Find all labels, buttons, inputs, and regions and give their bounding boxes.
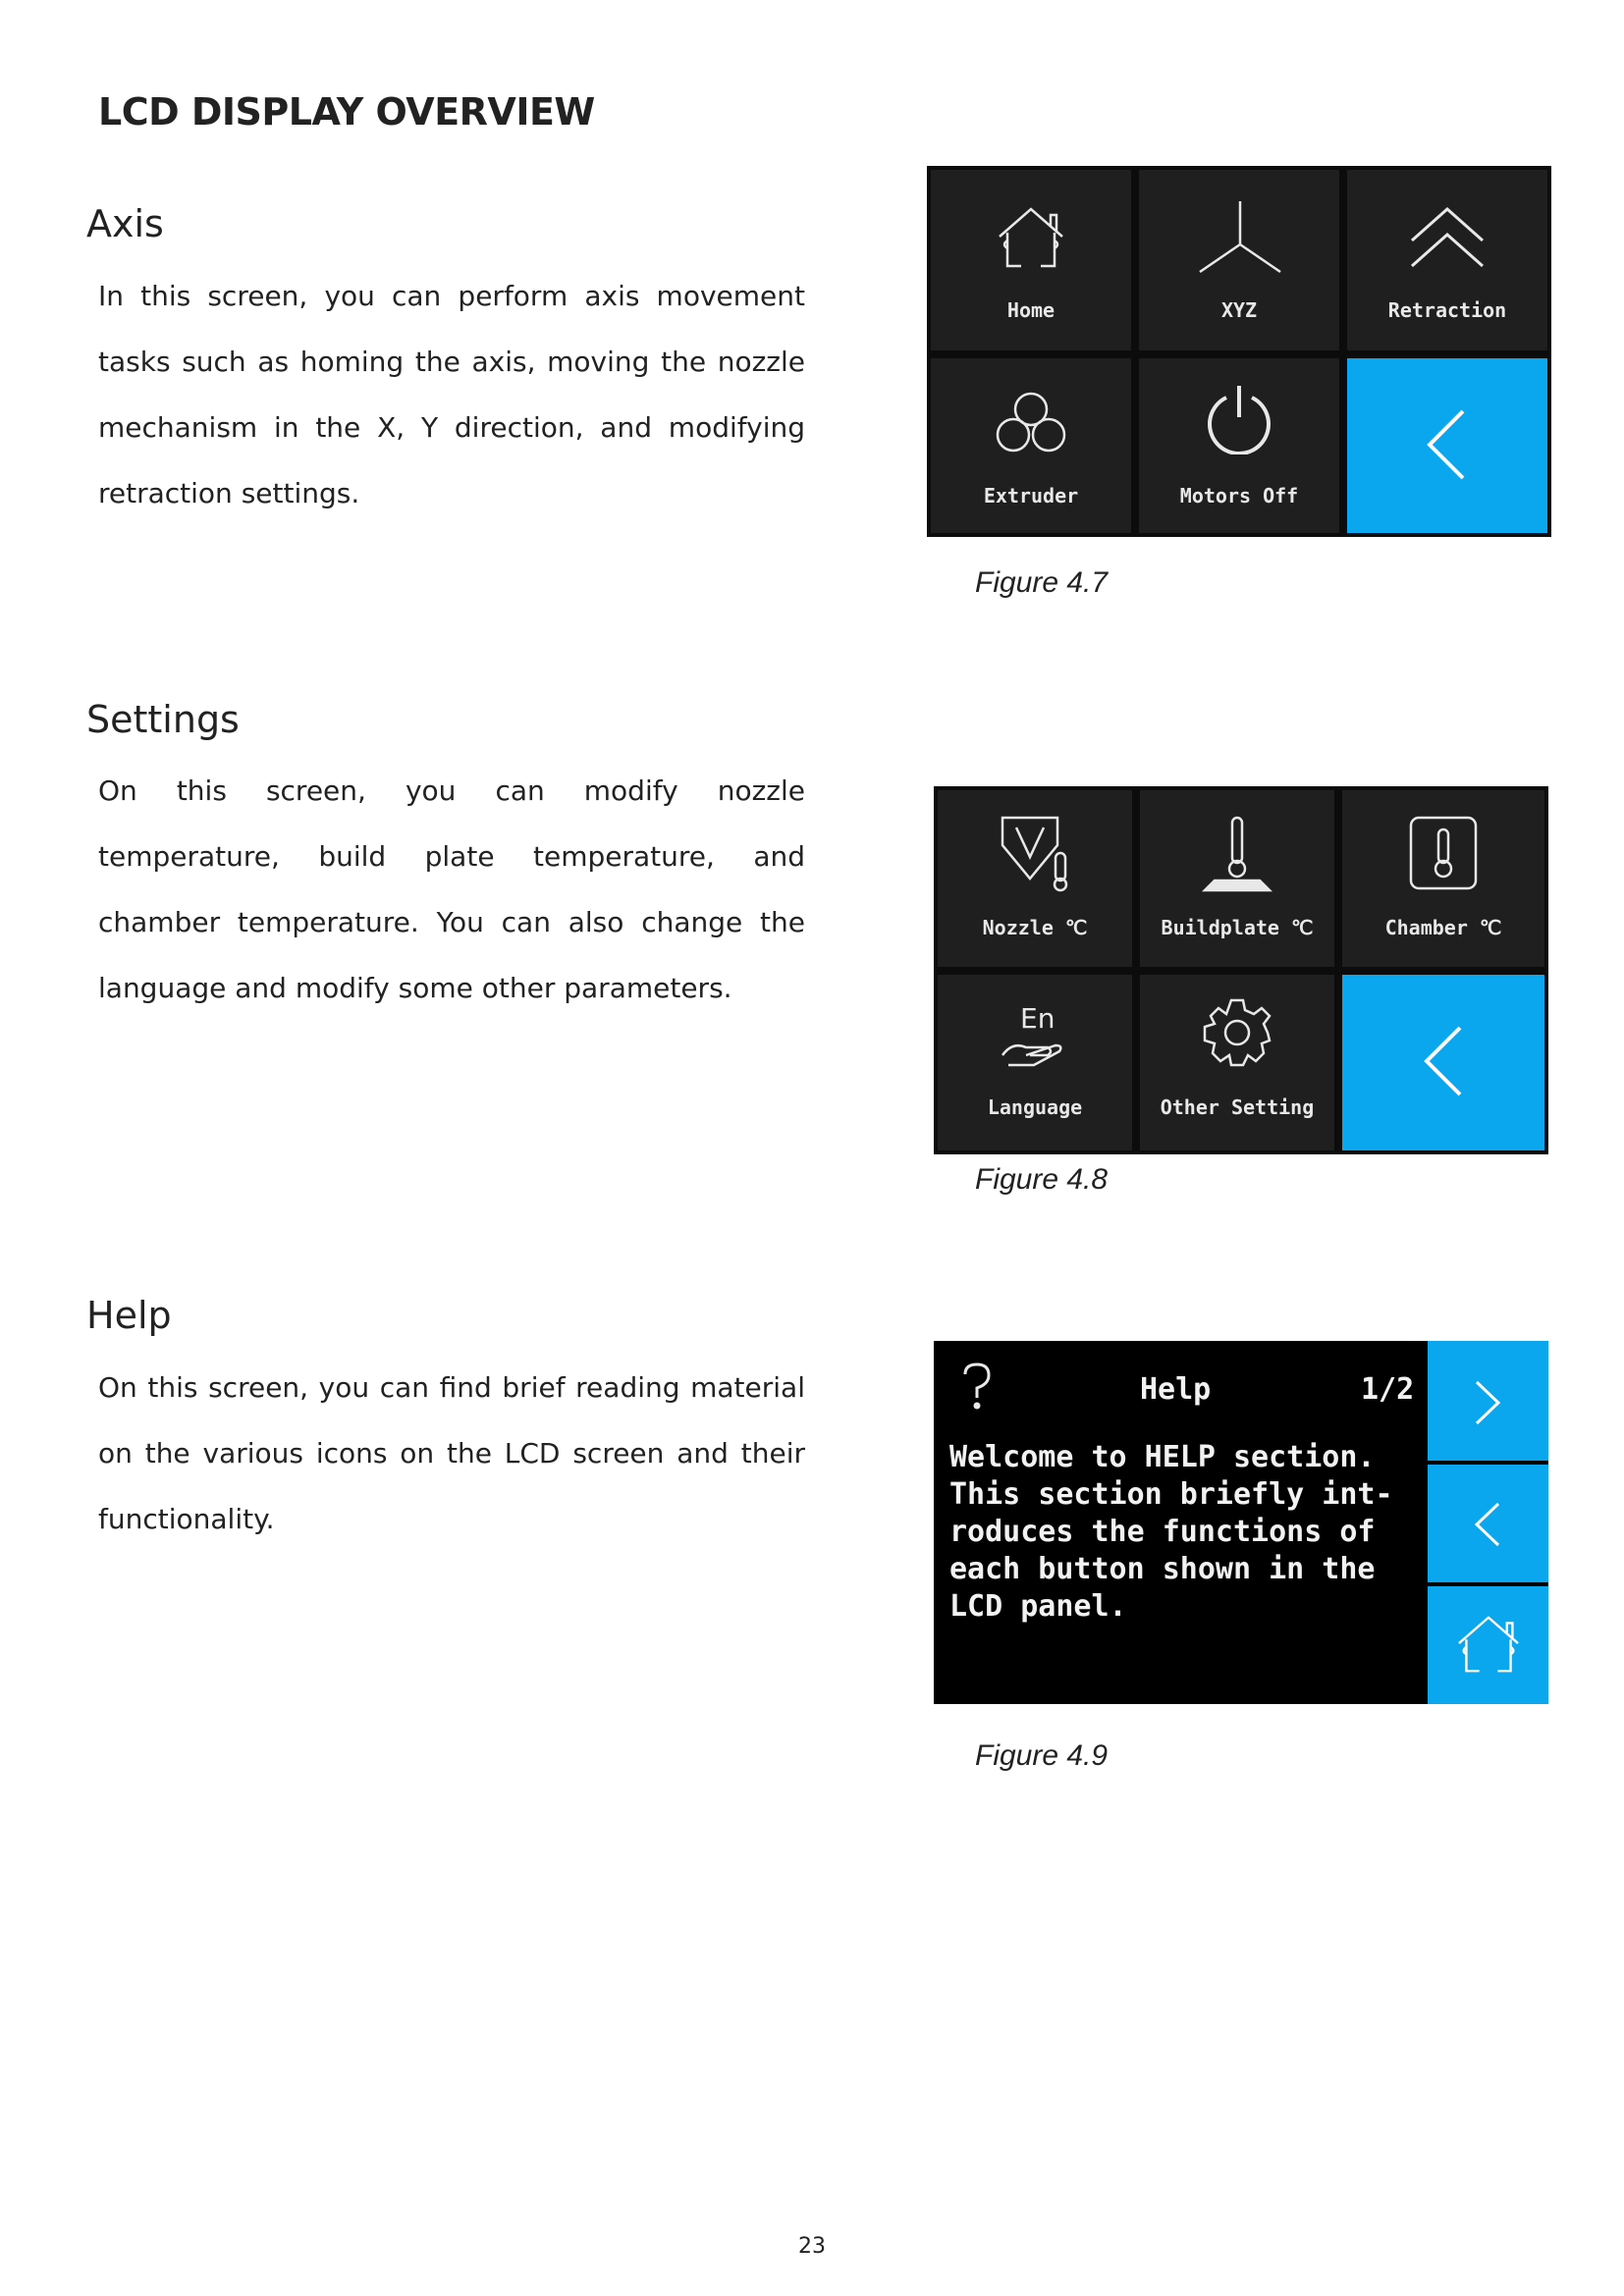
help-lcd-panel <box>934 1341 1548 1704</box>
page-heading: LCD DISPLAY OVERVIEW <box>98 90 595 133</box>
xyz-tile-label: XYZ <box>1220 298 1258 322</box>
power-icon <box>1203 382 1275 454</box>
extruder-tile[interactable] <box>931 358 1131 533</box>
extruder-tile-label: Extruder <box>983 484 1079 507</box>
language-tile[interactable] <box>938 975 1132 1150</box>
extruder-icon <box>992 388 1070 456</box>
figure-caption-4-8: Figure 4.8 <box>975 1163 1109 1196</box>
buildplate-temperature-tile[interactable] <box>1140 790 1334 967</box>
previous-page-button[interactable] <box>1428 1465 1548 1582</box>
double-chevron-up-icon <box>1408 205 1487 270</box>
xyz-axes-icon <box>1196 199 1284 278</box>
motors-off-tile[interactable] <box>1139 358 1339 533</box>
page-number: 23 <box>798 2234 826 2259</box>
xyz-tile[interactable] <box>1139 170 1339 350</box>
language-tile-label: Language <box>987 1095 1083 1119</box>
gear-icon <box>1201 996 1273 1069</box>
language-icon <box>999 1000 1071 1071</box>
axis-description: In this screen, you can perform axis movement tasks such as homing the axis, moving the nozzle mechanism in the X, Y direction, and modifying retraction settings. <box>98 280 805 509</box>
motors-off-tile-label: Motors Off <box>1179 484 1299 507</box>
nozzle-temperature-label: Nozzle ℃ <box>982 916 1088 939</box>
help-screen-title: Help <box>1140 1372 1212 1407</box>
retraction-tile[interactable] <box>1347 170 1547 350</box>
figure-caption-4-7: Figure 4.7 <box>975 566 1109 599</box>
section-title-help: Help <box>86 1294 172 1337</box>
back-button[interactable] <box>1342 975 1544 1150</box>
help-text: Welcome to HELP section. This section briefly int- roduces the functions of each button shown in the LCD panel. <box>949 1440 1393 1624</box>
svg-text:En: En <box>1020 1002 1056 1035</box>
other-setting-tile-label: Other Setting <box>1160 1095 1315 1119</box>
section-title-settings: Settings <box>86 698 240 741</box>
chevron-left-icon <box>1424 407 1467 482</box>
chamber-temperature-label: Chamber ℃ <box>1384 916 1502 939</box>
home-icon <box>1453 1614 1524 1675</box>
chevron-left-icon <box>1473 1500 1502 1549</box>
section-title-axis: Axis <box>86 202 164 245</box>
retraction-tile-label: Retraction <box>1387 298 1507 322</box>
nozzle-temperature-icon <box>999 814 1071 892</box>
axis-lcd-panel <box>927 166 1551 537</box>
next-page-button[interactable] <box>1428 1341 1548 1461</box>
other-setting-tile[interactable] <box>1140 975 1334 1150</box>
buildplate-temperature-icon <box>1201 814 1273 892</box>
chevron-left-icon <box>1421 1024 1464 1098</box>
back-button[interactable] <box>1347 358 1547 533</box>
chevron-right-icon <box>1473 1378 1502 1427</box>
home-tile[interactable] <box>931 170 1131 350</box>
help-description: On this screen, you can find brief reading material on the various icons on the LCD screen and their functionality. <box>98 1371 805 1535</box>
settings-description: On this screen, you can modify nozzle temperature, build plate temperature, and chamber temperature. You can also change the language and modify some other parameters. <box>98 774 805 1004</box>
chamber-temperature-tile[interactable] <box>1342 790 1544 967</box>
question-mark-icon <box>959 1361 995 1412</box>
help-page-indicator: 1/2 <box>1361 1372 1415 1407</box>
home-icon <box>994 205 1068 270</box>
chamber-temperature-icon <box>1407 814 1480 892</box>
nozzle-temperature-tile[interactable] <box>938 790 1132 967</box>
home-button[interactable] <box>1428 1586 1548 1704</box>
buildplate-temperature-label: Buildplate ℃ <box>1161 916 1314 939</box>
settings-lcd-panel <box>934 786 1548 1154</box>
home-tile-label: Home <box>1006 298 1056 322</box>
figure-caption-4-9: Figure 4.9 <box>975 1739 1109 1772</box>
